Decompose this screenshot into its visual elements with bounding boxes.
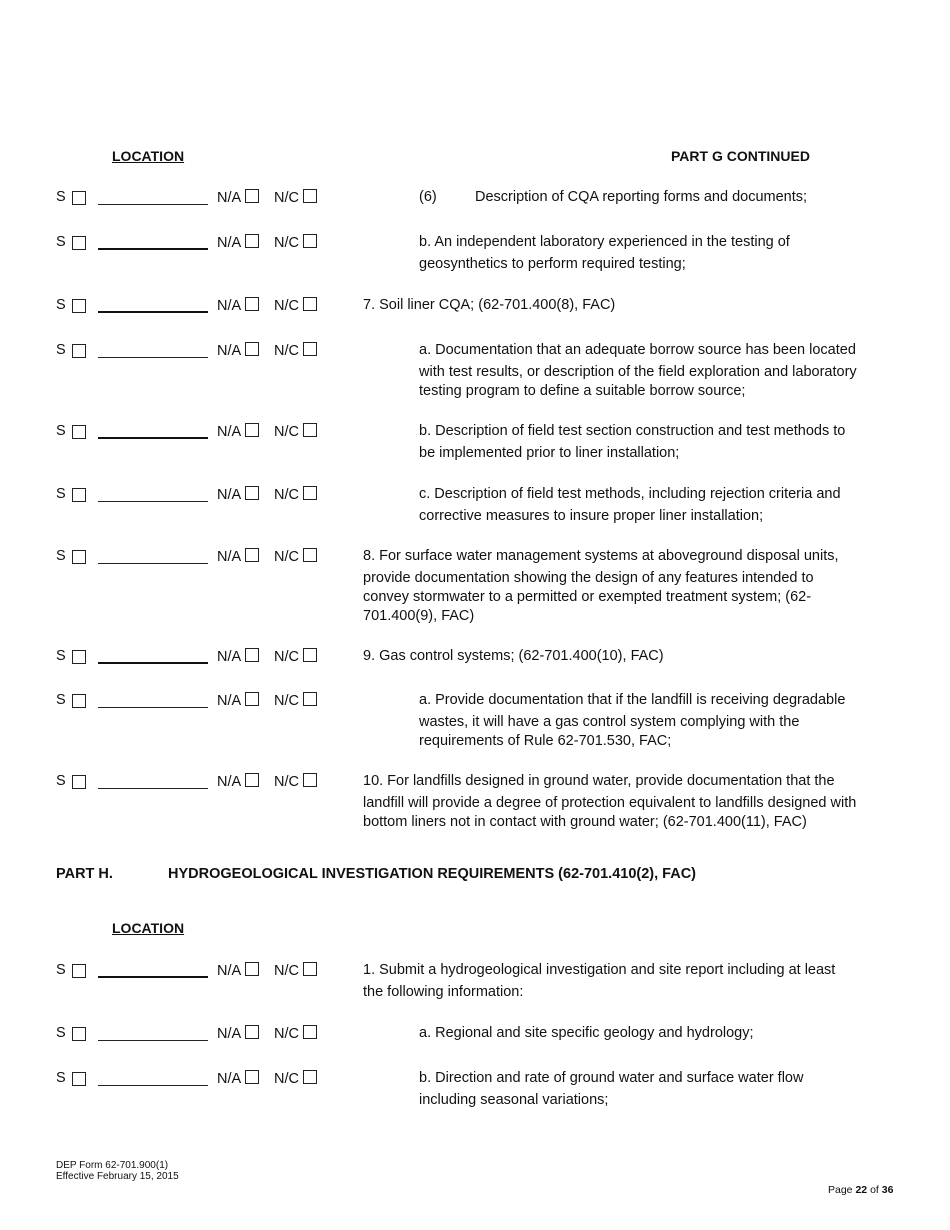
na-checkbox[interactable]: N/A — [217, 341, 259, 361]
nc-checkbox[interactable]: N/C — [274, 422, 317, 442]
checkbox-icon[interactable] — [72, 236, 86, 250]
checkbox-icon[interactable] — [72, 964, 86, 978]
location-field[interactable] — [98, 501, 208, 502]
location-field[interactable] — [98, 662, 208, 664]
s-checkbox[interactable]: S — [56, 188, 66, 207]
item-text: 1. Submit a hydrogeological investigation and site report including at least the following information: — [363, 962, 836, 1000]
location-field[interactable] — [98, 1085, 208, 1086]
checkbox-icon[interactable] — [245, 234, 259, 248]
location-field[interactable] — [98, 311, 208, 313]
checkbox-icon[interactable] — [303, 1070, 317, 1084]
checkbox-icon[interactable] — [303, 342, 317, 356]
checkbox-icon[interactable] — [303, 548, 317, 562]
na-checkbox[interactable]: N/A — [217, 188, 259, 208]
na-checkbox[interactable]: N/A — [217, 485, 259, 505]
checkbox-icon[interactable] — [245, 962, 259, 976]
checkbox-icon[interactable] — [303, 648, 317, 662]
checkbox-icon[interactable] — [72, 775, 86, 789]
na-checkbox[interactable]: N/A — [217, 547, 259, 567]
checkbox-icon[interactable] — [72, 650, 86, 664]
nc-checkbox[interactable]: N/C — [274, 772, 317, 792]
location-field[interactable] — [98, 357, 208, 358]
checkbox-icon[interactable] — [245, 548, 259, 562]
item-text: b. Description of field test section construction and test methods to be implemented prior to liner installation; — [419, 423, 846, 461]
checkbox-icon[interactable] — [303, 297, 317, 311]
s-checkbox[interactable]: S — [56, 1069, 66, 1088]
s-checkbox[interactable]: S — [56, 1024, 66, 1043]
s-checkbox[interactable]: S — [56, 547, 66, 566]
form-footer — [56, 1160, 179, 1182]
location-field[interactable] — [98, 1040, 208, 1041]
checkbox-icon[interactable] — [303, 692, 317, 706]
na-checkbox[interactable]: N/A — [217, 1069, 259, 1089]
s-checkbox[interactable]: S — [56, 691, 66, 710]
checkbox-icon[interactable] — [245, 297, 259, 311]
nc-checkbox[interactable]: N/C — [274, 691, 317, 711]
item-text: 7. Soil liner CQA; (62-701.400(8), FAC) — [363, 297, 616, 313]
checkbox-icon[interactable] — [245, 423, 259, 437]
checkbox-icon[interactable] — [72, 299, 86, 313]
item-text: b. Direction and rate of ground water and surface water flow including seasonal variations; — [419, 1070, 804, 1108]
location-field[interactable] — [98, 976, 208, 978]
checkbox-icon[interactable] — [72, 344, 86, 358]
nc-checkbox[interactable]: N/C — [274, 961, 317, 981]
location-field[interactable] — [98, 204, 208, 205]
s-checkbox[interactable]: S — [56, 961, 66, 980]
location-field[interactable] — [98, 563, 208, 564]
checkbox-icon[interactable] — [303, 1025, 317, 1039]
checkbox-icon[interactable] — [72, 191, 86, 205]
item-number: (6) — [419, 189, 437, 205]
part-h-title: HYDROGEOLOGICAL INVESTIGATION REQUIREMENTS (62-701.410(2), FAC) — [168, 866, 696, 882]
nc-checkbox[interactable]: N/C — [274, 485, 317, 505]
na-checkbox[interactable]: N/A — [217, 422, 259, 442]
na-checkbox[interactable]: N/A — [217, 647, 259, 667]
part-h-label: PART H. — [56, 866, 113, 882]
checkbox-icon[interactable] — [245, 486, 259, 500]
nc-checkbox[interactable]: N/C — [274, 647, 317, 667]
item-text: c. Description of field test methods, including rejection criteria and corrective measures to insure proper liner installation; — [419, 486, 841, 524]
nc-checkbox[interactable]: N/C — [274, 296, 317, 316]
location-field[interactable] — [98, 788, 208, 789]
item-text: 10. For landfills designed in ground water, provide documentation that the landfill will provide a degree of protection equivalent to landfills designed with bottom liners not in contact with ground water; (62-701.400(11), FAC) — [363, 773, 857, 830]
part-g-continued-heading: PART G CONTINUED — [671, 148, 810, 164]
checkbox-icon[interactable] — [245, 1025, 259, 1039]
checkbox-icon[interactable] — [72, 1072, 86, 1086]
checkbox-icon[interactable] — [245, 189, 259, 203]
checkbox-icon[interactable] — [303, 773, 317, 787]
location-field[interactable] — [98, 437, 208, 439]
item-text: Description of CQA reporting forms and documents; — [475, 189, 808, 205]
location-field[interactable] — [98, 707, 208, 708]
s-checkbox[interactable]: S — [56, 485, 66, 504]
item-text: a. Provide documentation that if the landfill is receiving degradable wastes, it will have a gas control system complying with the requirements of Rule 62-701.530, FAC; — [419, 692, 846, 749]
checkbox-icon[interactable] — [303, 962, 317, 976]
page-number: Page 22 of 36 — [828, 1184, 894, 1196]
checkbox-icon[interactable] — [245, 1070, 259, 1084]
checkbox-icon[interactable] — [245, 648, 259, 662]
checkbox-icon[interactable] — [72, 1027, 86, 1041]
s-checkbox[interactable]: S — [56, 341, 66, 360]
nc-checkbox[interactable]: N/C — [274, 1069, 317, 1089]
na-checkbox[interactable]: N/A — [217, 961, 259, 981]
nc-checkbox[interactable]: N/C — [274, 547, 317, 567]
nc-checkbox[interactable]: N/C — [274, 188, 317, 208]
checkbox-icon[interactable] — [303, 234, 317, 248]
na-checkbox[interactable]: N/A — [217, 296, 259, 316]
item-text: b. An independent laboratory experienced in the testing of geosynthetics to perform required testing; — [419, 234, 790, 272]
nc-checkbox[interactable]: N/C — [274, 1024, 317, 1044]
s-checkbox[interactable]: S — [56, 296, 66, 315]
location-field[interactable] — [98, 248, 208, 250]
checkbox-icon[interactable] — [72, 488, 86, 502]
checkbox-icon[interactable] — [72, 550, 86, 564]
location-heading: LOCATION — [112, 148, 185, 164]
nc-checkbox[interactable]: N/C — [274, 233, 317, 253]
checkbox-icon[interactable] — [303, 423, 317, 437]
checkbox-icon[interactable] — [72, 425, 86, 439]
item-text: 8. For surface water management systems at aboveground disposal units, provide documentation showing the design of any features intended to convey stormwater to a permitted or exempted treatment system; (62- 701.400(9), FAC) — [363, 548, 839, 624]
checkbox-icon[interactable] — [303, 486, 317, 500]
na-checkbox[interactable]: N/A — [217, 772, 259, 792]
na-checkbox[interactable]: N/A — [217, 233, 259, 253]
item-text: a. Regional and site specific geology and hydrology; — [419, 1025, 754, 1041]
checkbox-icon[interactable] — [72, 694, 86, 708]
s-checkbox[interactable]: S — [56, 422, 66, 441]
form-number: DEP Form 62-701.900(1) — [56, 1160, 169, 1171]
checkbox-icon[interactable] — [245, 692, 259, 706]
na-checkbox[interactable]: N/A — [217, 1024, 259, 1044]
s-checkbox[interactable]: S — [56, 233, 66, 252]
effective-date: Effective February 15, 2015 — [56, 1171, 179, 1182]
item-text: 9. Gas control systems; (62-701.400(10), FAC) — [363, 648, 664, 664]
checkbox-icon[interactable] — [245, 342, 259, 356]
checkbox-icon[interactable] — [303, 189, 317, 203]
s-checkbox[interactable]: S — [56, 647, 66, 666]
location-heading: LOCATION — [112, 920, 185, 936]
nc-checkbox[interactable]: N/C — [274, 341, 317, 361]
na-checkbox[interactable]: N/A — [217, 691, 259, 711]
s-checkbox[interactable]: S — [56, 772, 66, 791]
checkbox-icon[interactable] — [245, 773, 259, 787]
item-text: a. Documentation that an adequate borrow source has been located with test results, or description of the field exploration and laboratory testing program to define a suitable borrow source; — [419, 342, 857, 399]
